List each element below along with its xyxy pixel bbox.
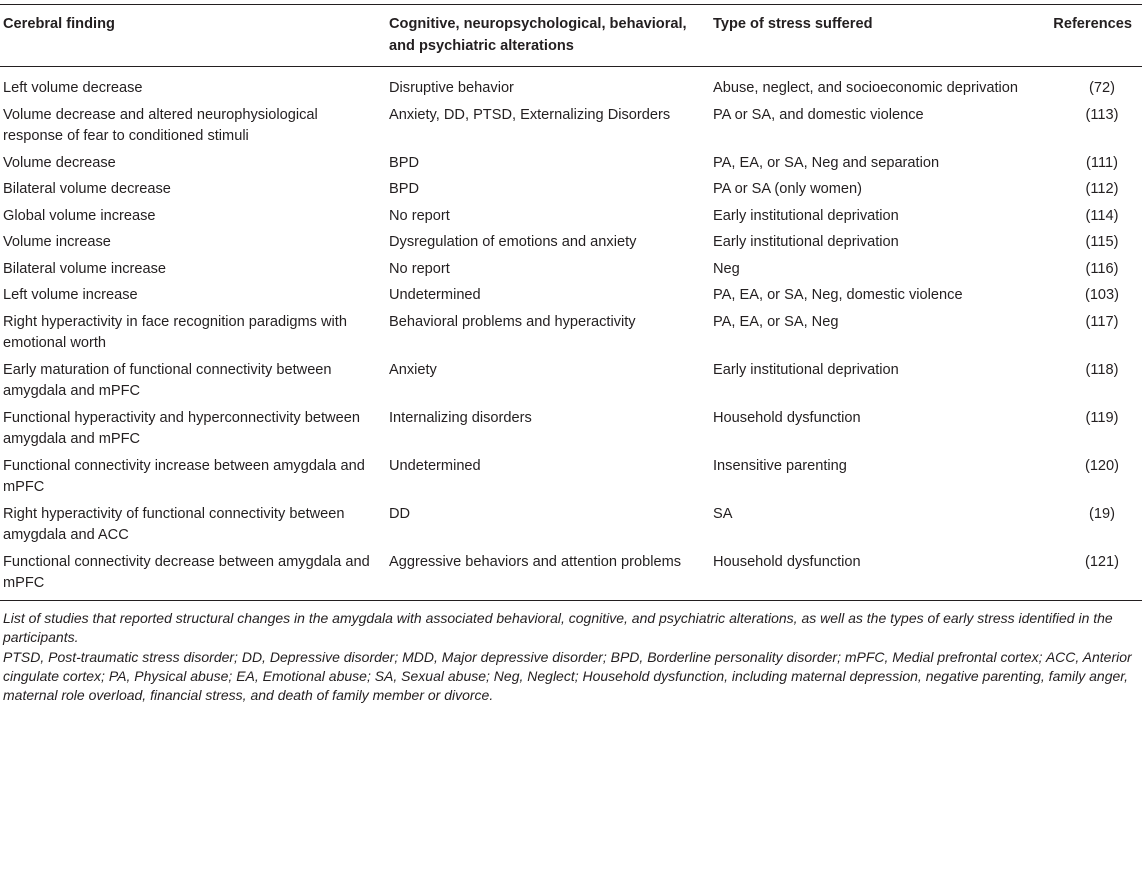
stress-type-cell: PA, EA, or SA, Neg and separation [713,154,940,171]
stress-type-cell: PA or SA (only women) [713,181,862,197]
stress-type-cell: Early institutional deprivation [713,207,899,224]
table-row [0,282,1142,309]
table-row [0,309,1142,357]
alteration-cell: No report [389,207,450,224]
reference-cell: (103) [1084,287,1120,303]
alteration-cell: Disruptive behavior [389,80,514,96]
stress-type-cell: Household dysfunction [713,409,861,426]
stress-type-cell: PA, EA, or SA, Neg [713,313,839,330]
reference-cell: (116) [1085,260,1119,277]
header-row [0,5,1142,67]
alteration-cell: Behavioral problems and hyperactivity [389,313,636,330]
alteration-cell: DD [389,505,411,522]
stress-type-cell: Household dysfunction [713,553,861,570]
header-alterations: Cognitive, neuropsychological, behavioral, and psychiatric alterations [389,16,687,54]
cerebral-finding-cell: Functional connectivity decrease between amygdala and mPFC [3,553,370,591]
stress-type-cell: Abuse, neglect, and socioeconomic deprivation [713,80,1019,96]
cerebral-finding-cell: Volume decrease [3,154,116,171]
document [0,4,1144,705]
reference-cell: (19) [1089,505,1115,522]
table-row [0,176,1142,203]
cerebral-finding-cell: Functional hyperactivity and hyperconnectivity between amygdala and mPFC [3,409,360,447]
cerebral-finding-cell: Bilateral volume decrease [3,181,171,197]
reference-cell: (121) [1084,553,1120,570]
alteration-cell: No report [389,260,450,277]
alteration-cell: Internalizing disorders [389,409,532,426]
stress-type-cell: Early institutional deprivation [713,234,899,250]
cerebral-finding-cell: Volume increase [3,234,111,250]
reference-cell: (111) [1086,154,1118,171]
table-row [0,229,1142,256]
alteration-cell: Dysregulation of emotions and anxiety [389,234,637,250]
table-row [0,501,1142,549]
cerebral-finding-cell: Right hyperactivity in face recognition paradigms with emotional worth [3,313,347,351]
cerebral-finding-cell: Volume decrease and altered neurophysiological response of fear to conditioned stimuli [3,106,318,144]
stress-type-cell: PA, EA, or SA, Neg, domestic violence [713,287,963,303]
table-row [0,453,1142,501]
cerebral-finding-cell: Left volume decrease [3,80,143,96]
alteration-cell: BPD [389,154,420,171]
data-table [0,4,1142,601]
reference-cell: (119) [1085,409,1119,426]
table-body [0,67,1142,601]
footnote-description: List of studies that reported structural changes in the amygdala with associated behavioral, cognitive, and psychiatric alterations, as well as the types of early stress identified in the participants. [3,609,1113,645]
alteration-cell: Anxiety, DD, PTSD, Externalizing Disorders [389,106,671,123]
stress-type-cell: SA [713,505,733,522]
stress-type-cell: PA or SA, and domestic violence [713,106,924,123]
alteration-cell: Anxiety [389,361,437,378]
reference-cell: (120) [1084,457,1120,474]
alteration-cell: BPD [389,181,420,197]
cerebral-finding-cell: Early maturation of functional connectivity between amygdala and mPFC [3,361,332,399]
table-row [0,67,1142,102]
stress-type-cell: Insensitive parenting [713,457,847,474]
reference-cell: (115) [1085,234,1119,250]
reference-cell: (117) [1085,313,1119,330]
footnote-abbreviations: PTSD, Post-traumatic stress disorder; DD, Depressive disorder; MDD, Major depressive disorder; BPD, Borderline personality disorder; mPFC, Medial prefrontal cortex; ACC, Anterior cingulate cortex; PA, Physical abuse; EA, Emotional abuse; SA, Sexual abuse; Neg, Neglect; Household dysfunction, including maternal depression, negative parenting, family anger, maternal role overload, financial stress, and death of family member or divorce. [3,648,1132,703]
table-row [0,256,1142,283]
table-row [0,150,1142,177]
alteration-cell: Aggressive behaviors and attention problems [389,553,682,570]
table-row [0,203,1142,230]
alteration-cell: Undetermined [389,457,481,474]
cerebral-finding-cell: Right hyperactivity of functional connectivity between amygdala and ACC [3,505,345,543]
table-row [0,357,1142,405]
table-row [0,102,1142,150]
cerebral-finding-cell: Bilateral volume increase [3,260,167,277]
table-footnotes [3,609,1134,705]
reference-cell: (112) [1085,181,1119,197]
cerebral-finding-cell: Left volume increase [3,287,138,303]
cerebral-finding-cell: Functional connectivity increase between amygdala and mPFC [3,457,365,495]
cerebral-finding-cell: Global volume increase [3,207,156,224]
header-cerebral-finding: Cerebral finding [3,16,115,32]
header-stress-type: Type of stress suffered [713,16,873,32]
table-row [0,549,1142,601]
alteration-cell: Undetermined [389,287,481,303]
table-header [0,5,1142,67]
reference-cell: (118) [1085,361,1119,378]
header-references: References [1053,16,1132,32]
stress-type-cell: Neg [713,260,740,277]
reference-cell: (113) [1085,106,1119,123]
reference-cell: (114) [1085,207,1119,224]
table-row [0,405,1142,453]
stress-type-cell: Early institutional deprivation [713,361,899,378]
reference-cell: (72) [1089,80,1115,96]
